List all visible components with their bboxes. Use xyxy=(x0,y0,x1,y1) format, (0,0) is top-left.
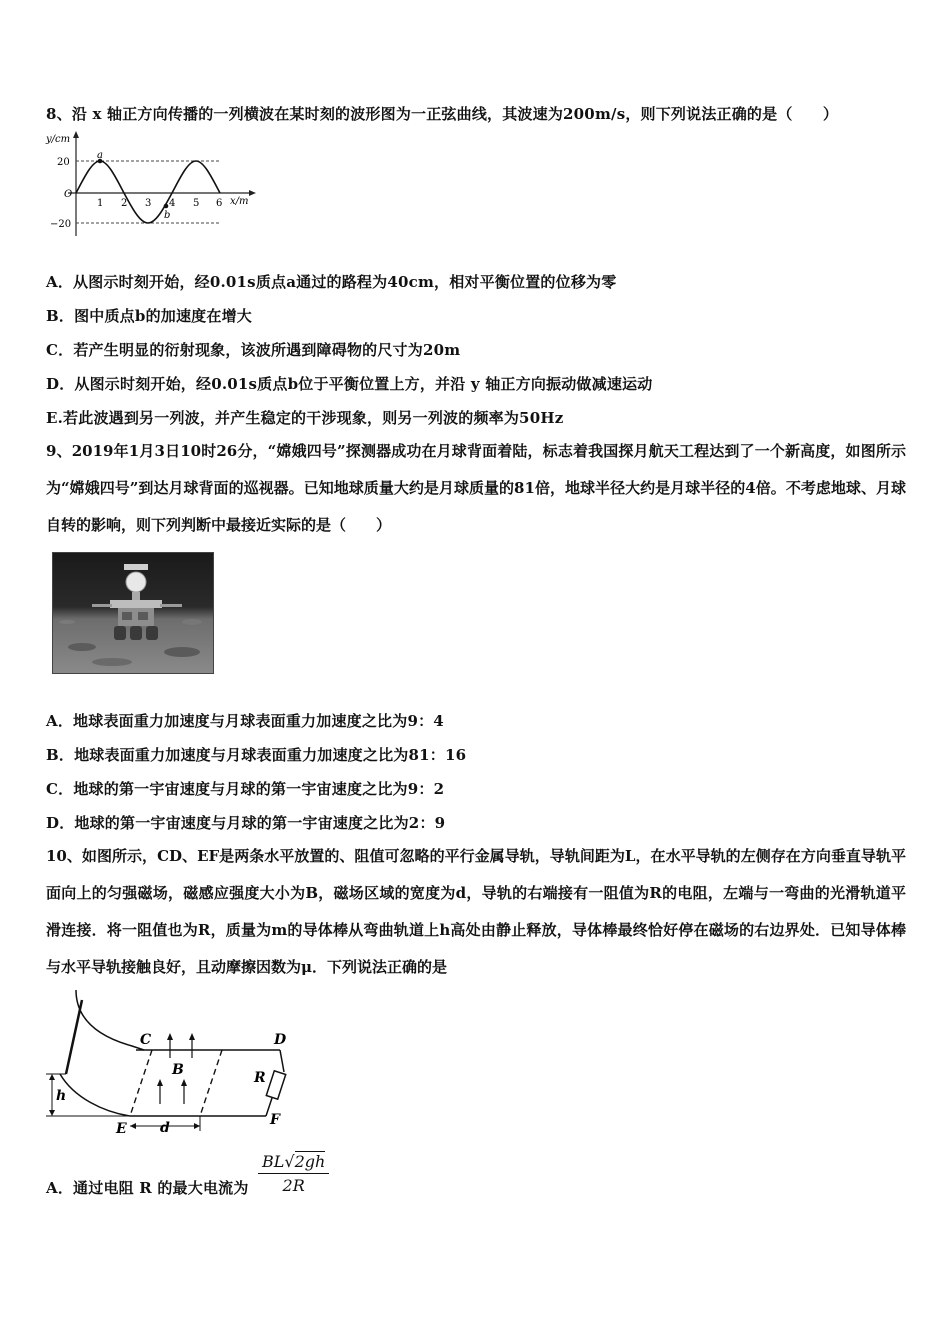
x-tick-2: 2 xyxy=(121,198,128,209)
x-tick-6: 6 xyxy=(216,198,223,209)
label-h: h xyxy=(56,1088,67,1104)
wave-graph xyxy=(44,128,260,238)
point-b-dot xyxy=(164,204,169,209)
x-axis-label: x/m xyxy=(230,196,249,207)
q8-option-a: A．从图示时刻开始，经0.01s质点a通过的路程为40cm，相对平衡位置的位移为零 xyxy=(46,273,617,291)
q8-option-e: E.若此波遇到另一列波，并产生稳定的干涉现象，则另一列波的频率为50Hz xyxy=(46,409,564,427)
label-b: B xyxy=(172,1062,184,1078)
q10-option-a-formula: $\frac{BL√2gh}{2R}$ xyxy=(258,1152,329,1195)
q9-stem: 9、2019年1月3日10时26分，“嫦娥四号”探测器成功在月球背面着陆，标志着我国探月航天工程达到了一个新高度，如图所示为“嫦娥四号”到达月球背面的巡视器。已知地球质量大约是月球质量的81倍，地球半径大约是月球半径的4倍。不考虑地球、月球自转的影响，则下列判断中最接近实际的是（ ） xyxy=(46,442,906,534)
q9-option-d: D．地球的第一宇宙速度与月球的第一宇宙速度之比为2：9 xyxy=(46,814,446,832)
y-tick-neg20: −20 xyxy=(50,219,72,230)
label-f: F xyxy=(270,1112,280,1128)
q8-option-b: B．图中质点b的加速度在增大 xyxy=(46,307,252,325)
label-r: R xyxy=(254,1070,266,1086)
label-d-width: d xyxy=(160,1120,170,1136)
label-e: E xyxy=(116,1121,127,1137)
y-tick-20: 20 xyxy=(57,157,70,168)
q8-option-d: D．从图示时刻开始，经0.01s质点b位于平衡位置上方，并沿 y 轴正方向振动做减速运动 xyxy=(46,375,653,393)
point-b-label: b xyxy=(164,210,171,221)
y-axis-label: y/cm xyxy=(46,134,71,145)
x-tick-1: 1 xyxy=(97,198,104,209)
x-tick-3: 3 xyxy=(145,198,152,209)
label-c: C xyxy=(140,1032,152,1048)
q9-option-c: C．地球的第一宇宙速度与月球的第一宇宙速度之比为9：2 xyxy=(46,780,445,798)
q8-stem: 8、沿 x 轴正方向传播的一列横波在某时刻的波形图为一正弦曲线，其波速为200m/s，则下列说法正确的是（ ） xyxy=(46,105,839,123)
formula-denominator: 2R xyxy=(258,1173,329,1195)
wave-curve xyxy=(76,161,223,223)
origin-label: O xyxy=(64,189,73,200)
label-d: D xyxy=(274,1032,287,1048)
point-a-label: a xyxy=(97,150,103,161)
x-tick-5: 5 xyxy=(193,198,200,209)
q9-option-b: B．地球表面重力加速度与月球表面重力加速度之比为81：16 xyxy=(46,746,467,764)
rail-magnetic-field-diagram xyxy=(44,988,306,1138)
q8-option-c: C．若产生明显的衍射现象，该波所遇到障碍物的尺寸为20m xyxy=(46,341,461,359)
formula-numerator-prefix: BL xyxy=(262,1152,285,1171)
q10-option-a-text: A．通过电阻 R 的最大电流为 xyxy=(46,1179,249,1197)
formula-radicand: 2gh xyxy=(294,1152,326,1171)
x-tick-4: 4 xyxy=(169,198,176,209)
q9-option-a: A．地球表面重力加速度与月球表面重力加速度之比为9：4 xyxy=(46,712,444,730)
lunar-rover-photo xyxy=(52,552,214,674)
q10-stem: 10、如图所示，CD、EF是两条水平放置的、阻值可忽略的平行金属导轨，导轨间距为L，在水平导轨的左侧存在方向垂直导轨平面向上的匀强磁场，磁感应强度大小为B，磁场区域的宽度为d，导轨的右端接有一阻值为R的电阻，左端与一弯曲的光滑轨道平滑连接．将一阻值也为R，质量为m的导体棒从弯曲轨道上h高处由静止释放，导体棒最终恰好停在磁场的右边界处．已知导体棒与水平导轨接触良好，且动摩擦因数为μ．下列说法正确的是 xyxy=(46,847,906,976)
